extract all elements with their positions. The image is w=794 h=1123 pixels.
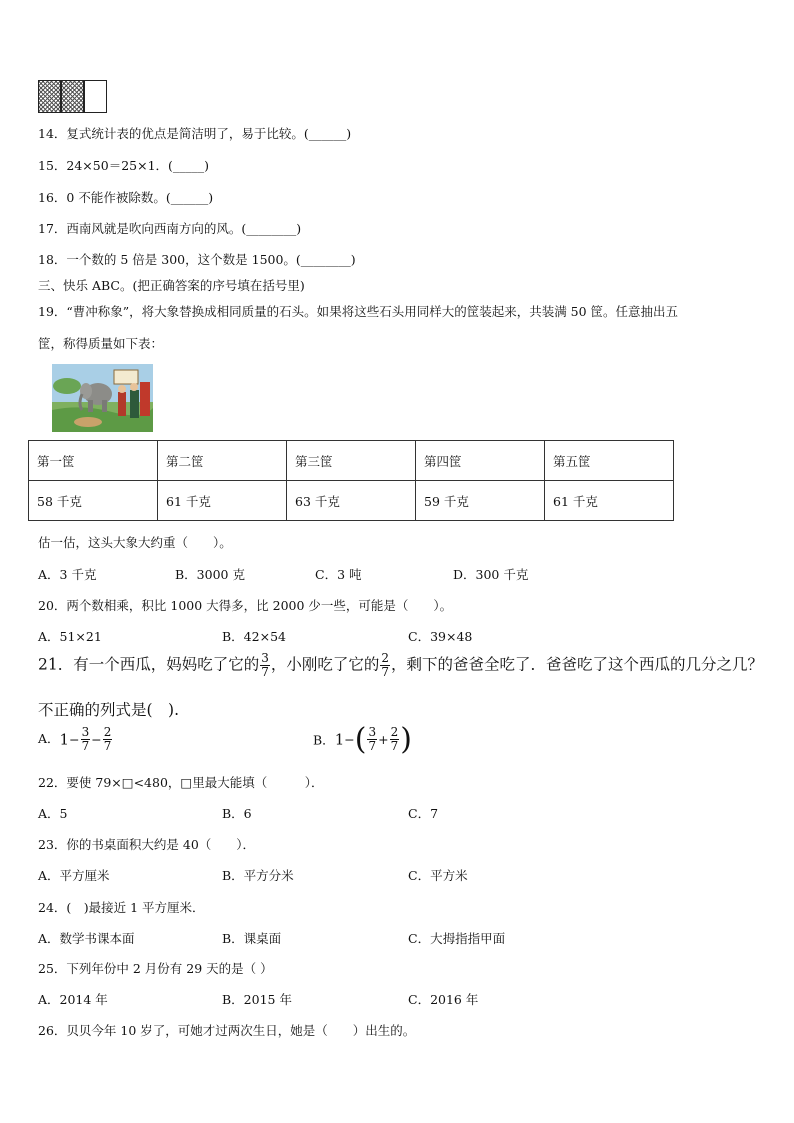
option-24-a: A．数学书课本面 — [38, 931, 135, 946]
table-cell: 61 千克 — [158, 481, 287, 521]
option-22-c: C．7 — [408, 806, 439, 821]
fraction-denominator: 7 — [381, 665, 390, 679]
cao-chong-elephant-illustration — [52, 364, 153, 432]
option-23-a: A．平方厘米 — [38, 868, 110, 883]
hatched-cell — [38, 80, 61, 113]
option-23-c: C．平方米 — [408, 868, 468, 883]
fraction-denominator: 7 — [390, 739, 399, 753]
fraction-numerator: 2 — [381, 651, 390, 665]
question-23: 23．你的书桌面积大约是 40（ ）． — [38, 837, 256, 852]
math-one: 1 — [59, 730, 70, 749]
table-header-row — [29, 441, 674, 481]
question-21-line1 — [38, 652, 763, 679]
option-19-c: C．3 吨 — [315, 567, 362, 582]
question-19-line1: 19．“曹冲称象”，将大象替换成相同质量的石头。如果将这些石头用同样大的筐装起来，共装满 50 筐。任意抽出五 — [38, 304, 679, 319]
option-23-b: B．平方分米 — [222, 868, 294, 883]
option-19-b: B．3000 克 — [175, 567, 245, 582]
option-20-b: B．42×54 — [222, 629, 286, 644]
option-19-a: A．3 千克 — [38, 567, 97, 582]
question-21-line2: 不正确的列式是( ). — [38, 701, 180, 719]
table-cell: 63 千克 — [287, 481, 416, 521]
option-label: B． — [313, 732, 335, 748]
fraction-3-7 — [260, 652, 270, 679]
option-25-a: A．2014 年 — [38, 992, 108, 1007]
question-22: 22．要使 79×□<480，□里最大能填（ ）． — [38, 775, 324, 790]
fraction-denominator: 7 — [103, 739, 112, 753]
fraction-2-7 — [390, 726, 400, 753]
option-20-c: C．39×48 — [408, 629, 473, 644]
section-heading-3: 三、快乐 ABC。(把正确答案的序号填在括号里) — [38, 278, 305, 293]
option-22-b: B．6 — [222, 806, 252, 821]
option-24-c: C．大拇指指甲面 — [408, 931, 506, 946]
question-21-text: ，小刚吃了它的 — [270, 655, 380, 674]
fraction-2-7 — [380, 652, 390, 679]
hatched-rectangle-figure — [38, 80, 110, 113]
question-17: 17．西南风就是吹向西南方向的风。(________) — [38, 221, 302, 236]
option-25-b: B．2015 年 — [222, 992, 292, 1007]
question-21-text: 21．有一个西瓜，妈妈吃了它的 — [38, 655, 260, 674]
fraction-numerator: 3 — [368, 725, 377, 739]
fraction-denominator: 7 — [261, 665, 269, 679]
question-14: 14．复式统计表的优点是简洁明了，易于比较。(______) — [38, 126, 352, 141]
fraction-numerator: 2 — [390, 725, 399, 739]
option-19-d: D．300 千克 — [453, 567, 529, 582]
table-header-cell: 第五筐 — [545, 441, 674, 481]
hatched-cell — [61, 80, 84, 113]
option-20-a: A．51×21 — [38, 629, 102, 644]
table-cell: 59 千克 — [416, 481, 545, 521]
question-24: 24．( )最接近 1 平方厘米． — [38, 900, 205, 915]
fraction-denominator: 7 — [368, 739, 377, 753]
question-26: 26．贝贝今年 10 岁了，可她才过两次生日，她是（ ）出生的。 — [38, 1023, 416, 1038]
fraction-numerator: 3 — [261, 651, 269, 665]
option-label: A． — [38, 731, 60, 746]
fraction-numerator: 3 — [81, 725, 90, 739]
question-20: 20．两个数相乘，积比 1000 大得多，比 2000 少一些，可能是（ ）。 — [38, 598, 453, 613]
option-24-b: B．课桌面 — [222, 931, 282, 946]
fraction-2-7 — [103, 726, 113, 753]
table-header-cell: 第三筐 — [287, 441, 416, 481]
math-one: 1 — [334, 730, 345, 749]
question-15: 15．24×50＝25×1．(_____) — [38, 158, 210, 173]
table-header-cell: 第二筐 — [158, 441, 287, 481]
option-22-a: A．5 — [38, 806, 68, 821]
question-25: 25．下列年份中 2 月份有 29 天的是（ ） — [38, 961, 273, 976]
fraction-denominator: 7 — [81, 739, 90, 753]
table-cell: 58 千克 — [29, 481, 158, 521]
fraction-numerator: 2 — [103, 725, 112, 739]
table-cell: 61 千克 — [545, 481, 674, 521]
question-19-line2: 筐，称得质量如下表： — [38, 336, 164, 351]
blank-cell — [84, 80, 107, 113]
question-16: 16．0 不能作被除数。(______) — [38, 190, 214, 205]
option-25-c: C．2016 年 — [408, 992, 479, 1007]
option-21-b: B．1−( $\frac{3}{7}$ + $\frac{2}{7}$ ) — [313, 722, 412, 757]
fraction-3-7 — [367, 726, 377, 753]
table-row — [29, 481, 674, 521]
question-19-prompt: 估一估，这头大象大约重（ ）。 — [38, 535, 232, 550]
table-header-cell: 第四筐 — [416, 441, 545, 481]
option-21-a: A．1− $\frac{3}{7}$ − $\frac{2}{7}$ — [38, 725, 112, 753]
basket-weight-table — [28, 440, 674, 521]
fraction-3-7 — [81, 726, 91, 753]
question-18: 18．一个数的 5 倍是 300，这个数是 1500。(________) — [38, 252, 356, 267]
table-header-cell: 第一筐 — [29, 441, 158, 481]
question-21-text: ，剩下的爸爸全吃了．爸爸吃了这个西瓜的几分之几？ — [391, 655, 764, 674]
